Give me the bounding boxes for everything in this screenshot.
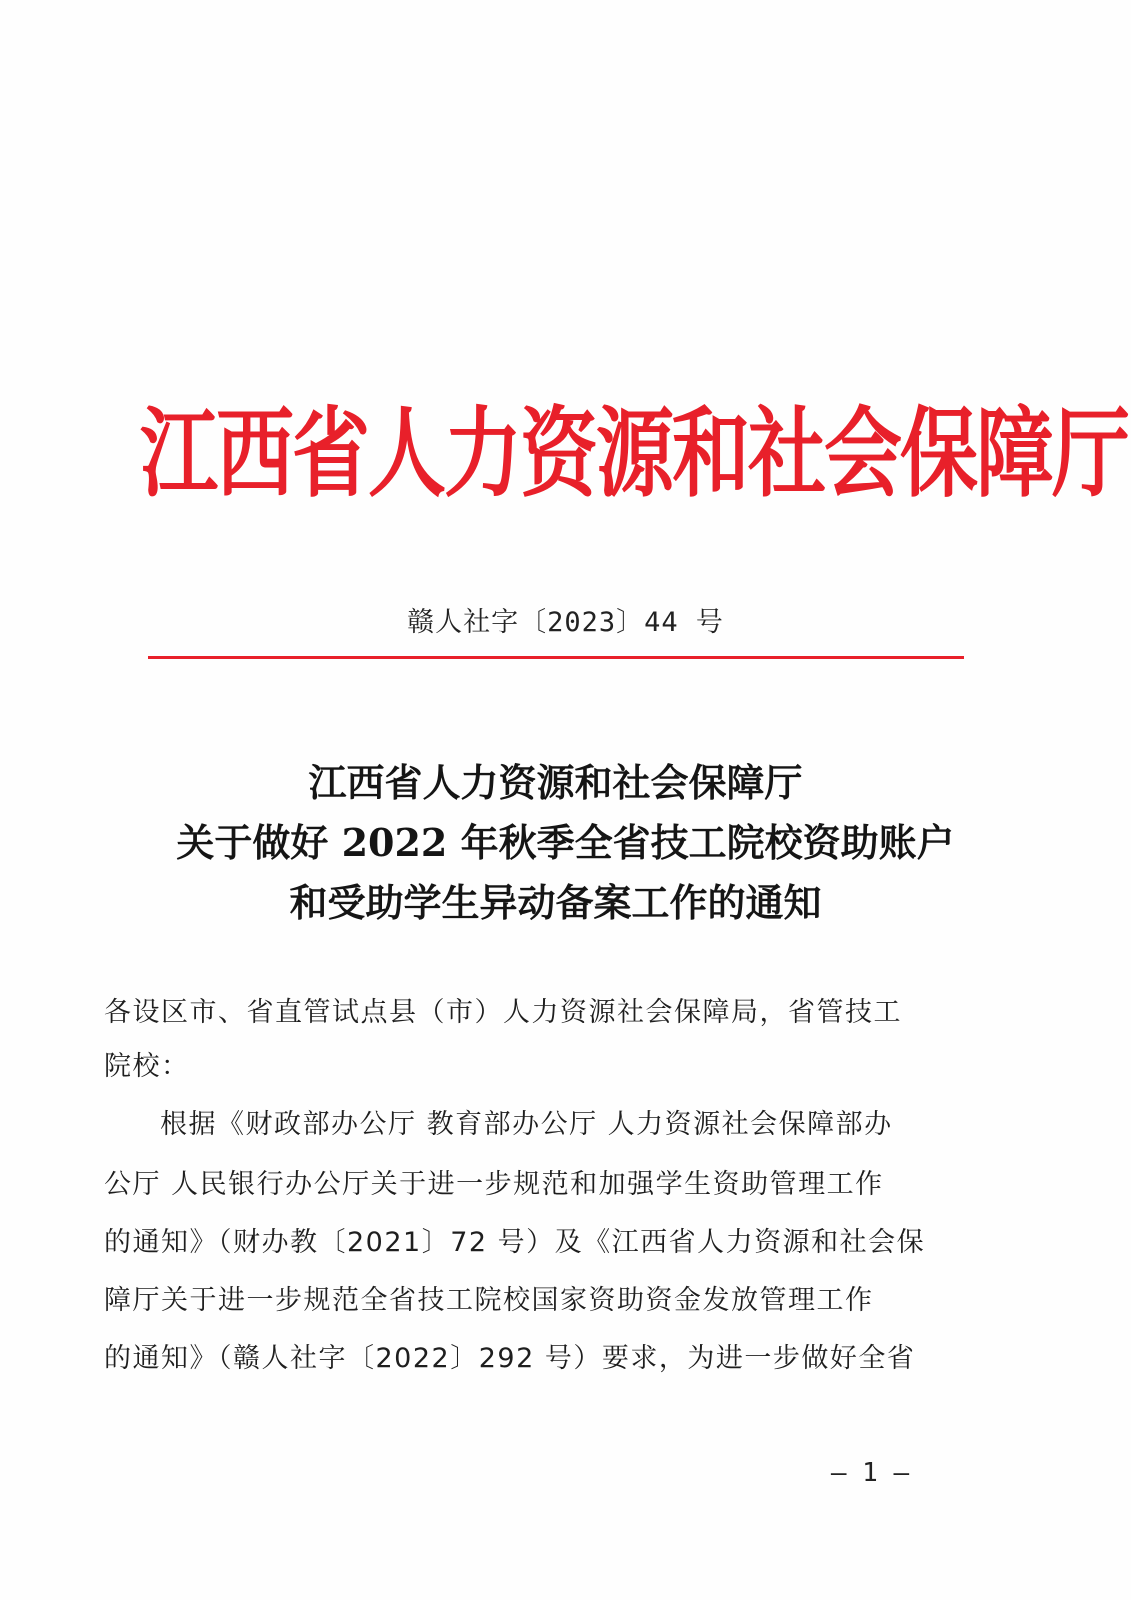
body-text-line: 公厅 人民银行办公厅关于进一步规范和加强学生资助管理工作	[104, 1169, 884, 1200]
document-number: 赣人社字〔2023〕44 号	[407, 607, 724, 638]
body-text-line: 障厅关于进一步规范全省技工院校国家资助资金发放管理工作	[104, 1285, 874, 1316]
body-text-line: 各设区市、省直管试点县（市）人力资源社会保障局，省管技工	[104, 997, 902, 1028]
body-text-line: 的通知》（赣人社字〔2022〕292 号）要求，为进一步做好全省	[104, 1343, 916, 1374]
document-title-line-1: 江西省人力资源和社会保障厅	[308, 760, 803, 805]
body-text-line: 根据《财政部办公厅 教育部办公厅 人力资源社会保障部办	[160, 1109, 893, 1140]
body-text-line: 院校：	[104, 1051, 190, 1082]
red-divider-line	[148, 656, 964, 659]
body-text-line: 的通知》（财办教〔2021〕72 号）及《江西省人力资源和社会保	[104, 1227, 926, 1258]
document-title-line-2: 关于做好 2022 年秋季全省技工院校资助账户	[176, 820, 955, 865]
document-title-line-3: 和受助学生异动备案工作的通知	[289, 880, 822, 925]
page-number: — 1 —	[830, 1458, 910, 1488]
issuing-organization-header: 江西省人力资源和社会保障厅	[140, 397, 1129, 512]
